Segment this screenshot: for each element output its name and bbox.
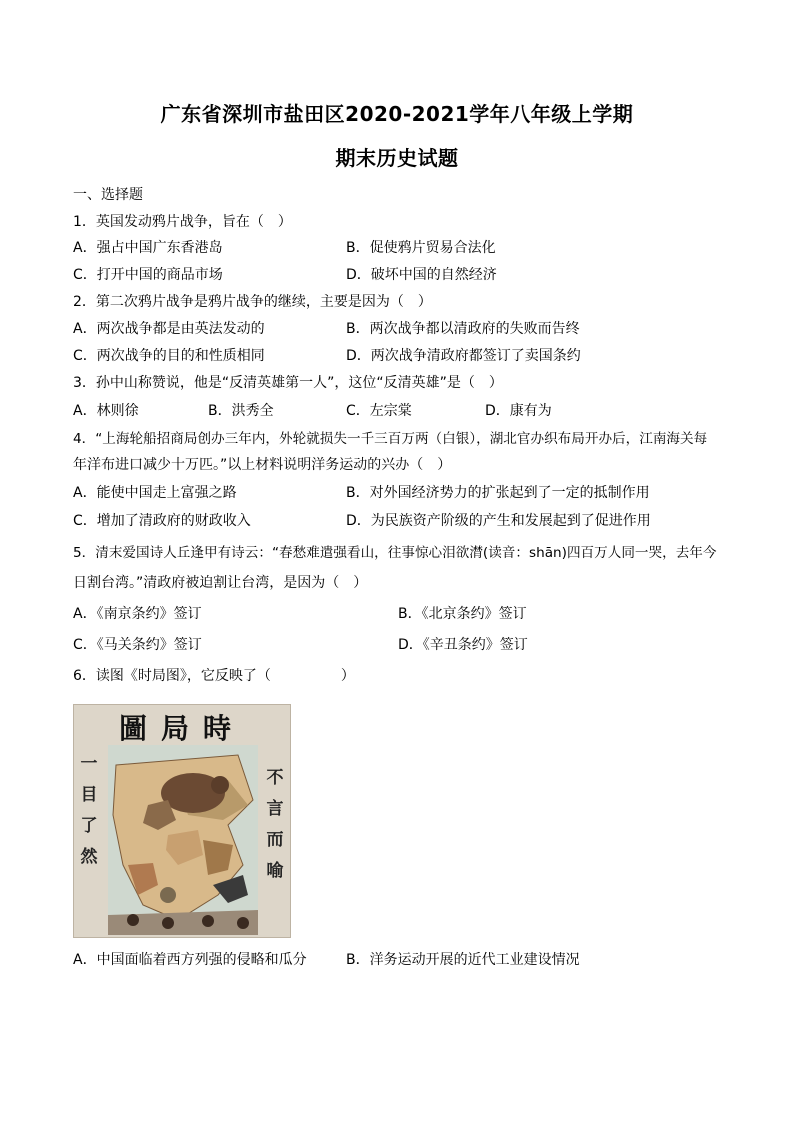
cartoon-map-illustration xyxy=(108,745,258,935)
question-1-option-b: B．促使鸦片贸易合法化 xyxy=(346,240,496,256)
question-3-option-b: B．洪秀全 xyxy=(208,403,274,419)
cartoon-title: 圖局時 xyxy=(118,712,245,745)
question-5-stem-line2: 日割台湾。”清政府被迫割让台湾，是因为（ ） xyxy=(73,575,368,591)
cartoon-right-text: 不 言 而 喻 xyxy=(266,768,284,881)
question-2-option-b: B．两次战争都以清政府的失败而告终 xyxy=(346,321,580,337)
question-1-option-d: D．破坏中国的自然经济 xyxy=(346,267,497,283)
bear-head xyxy=(211,776,229,794)
question-1-option-a: A．强占中国广东香港岛 xyxy=(73,240,223,256)
question-2-option-d: D．两次战争清政府都签订了卖国条约 xyxy=(346,348,581,364)
question-4-option-c: C．增加了清政府的财政收入 xyxy=(73,513,251,529)
question-3-stem: 3．孙中山称赞说，他是“反清英雄第一人”，这位“反清英雄”是（ ） xyxy=(73,375,503,391)
question-5-option-a: A．《南京条约》签订 xyxy=(73,606,202,622)
question-4-option-a: A．能使中国走上富强之路 xyxy=(73,485,237,501)
question-6-stem: 6．读图《时局图》，它反映了（ ） xyxy=(73,668,355,684)
bottom-figure-2 xyxy=(162,917,174,929)
question-3-option-d: D．康有为 xyxy=(485,403,552,419)
question-1-option-c: C．打开中国的商品市场 xyxy=(73,267,223,283)
question-2-option-a: A．两次战争都是由英法发动的 xyxy=(73,321,265,337)
question-4-stem-line2: 年洋布进口减少十万匹。”以上材料说明洋务运动的兴办（ ） xyxy=(73,457,452,473)
question-2-option-c: C．两次战争的目的和性质相同 xyxy=(73,348,265,364)
question-6-option-b: B．洋务运动开展的近代工业建设情况 xyxy=(346,952,580,968)
question-2-stem: 2．第二次鸦片战争是鸦片战争的继续，主要是因为（ ） xyxy=(73,294,432,310)
bottom-figure-4 xyxy=(237,917,249,929)
bottom-figure-3 xyxy=(202,915,214,927)
question-5-option-b: B．《北京条约》签订 xyxy=(398,606,527,622)
question-4-option-b: B．对外国经济势力的扩张起到了一定的抵制作用 xyxy=(346,485,650,501)
exam-title-line2: 期末历史试题 xyxy=(335,146,459,170)
question-3-option-c: C．左宗棠 xyxy=(346,403,412,419)
question-5-stem-line1: 5．清末爱国诗人丘逢甲有诗云：“春愁难遣强看山，往事惊心泪欲潸(读音：shān)四百万人同一哭，去年今 xyxy=(73,545,717,561)
exam-title-line1: 广东省深圳市盐田区2020-2021学年八年级上学期 xyxy=(160,102,634,126)
question-5-option-c: C．《马关条约》签订 xyxy=(73,637,202,653)
question-6-option-a: A．中国面临着西方列强的侵略和瓜分 xyxy=(73,952,307,968)
section-heading: 一、选择题 xyxy=(73,187,143,203)
cartoon-left-text: 一 目 了 然 xyxy=(80,754,98,867)
bottom-figure-1 xyxy=(127,914,139,926)
question-3-option-a: A．林则徐 xyxy=(73,403,139,419)
question-1-stem: 1．英国发动鸦片战争，旨在（ ） xyxy=(73,214,292,230)
shijutu-cartoon-image xyxy=(73,704,291,938)
figure-south xyxy=(160,887,176,903)
question-4-option-d: D．为民族资产阶级的产生和发展起到了促进作用 xyxy=(346,513,651,529)
question-4-stem-line1: 4．“上海轮船招商局创办三年内，外轮就损失一千三百万两（白银），湖北官办织布局开办后，江南海关每 xyxy=(73,431,708,447)
question-5-option-d: D．《辛丑条约》签订 xyxy=(398,637,528,653)
